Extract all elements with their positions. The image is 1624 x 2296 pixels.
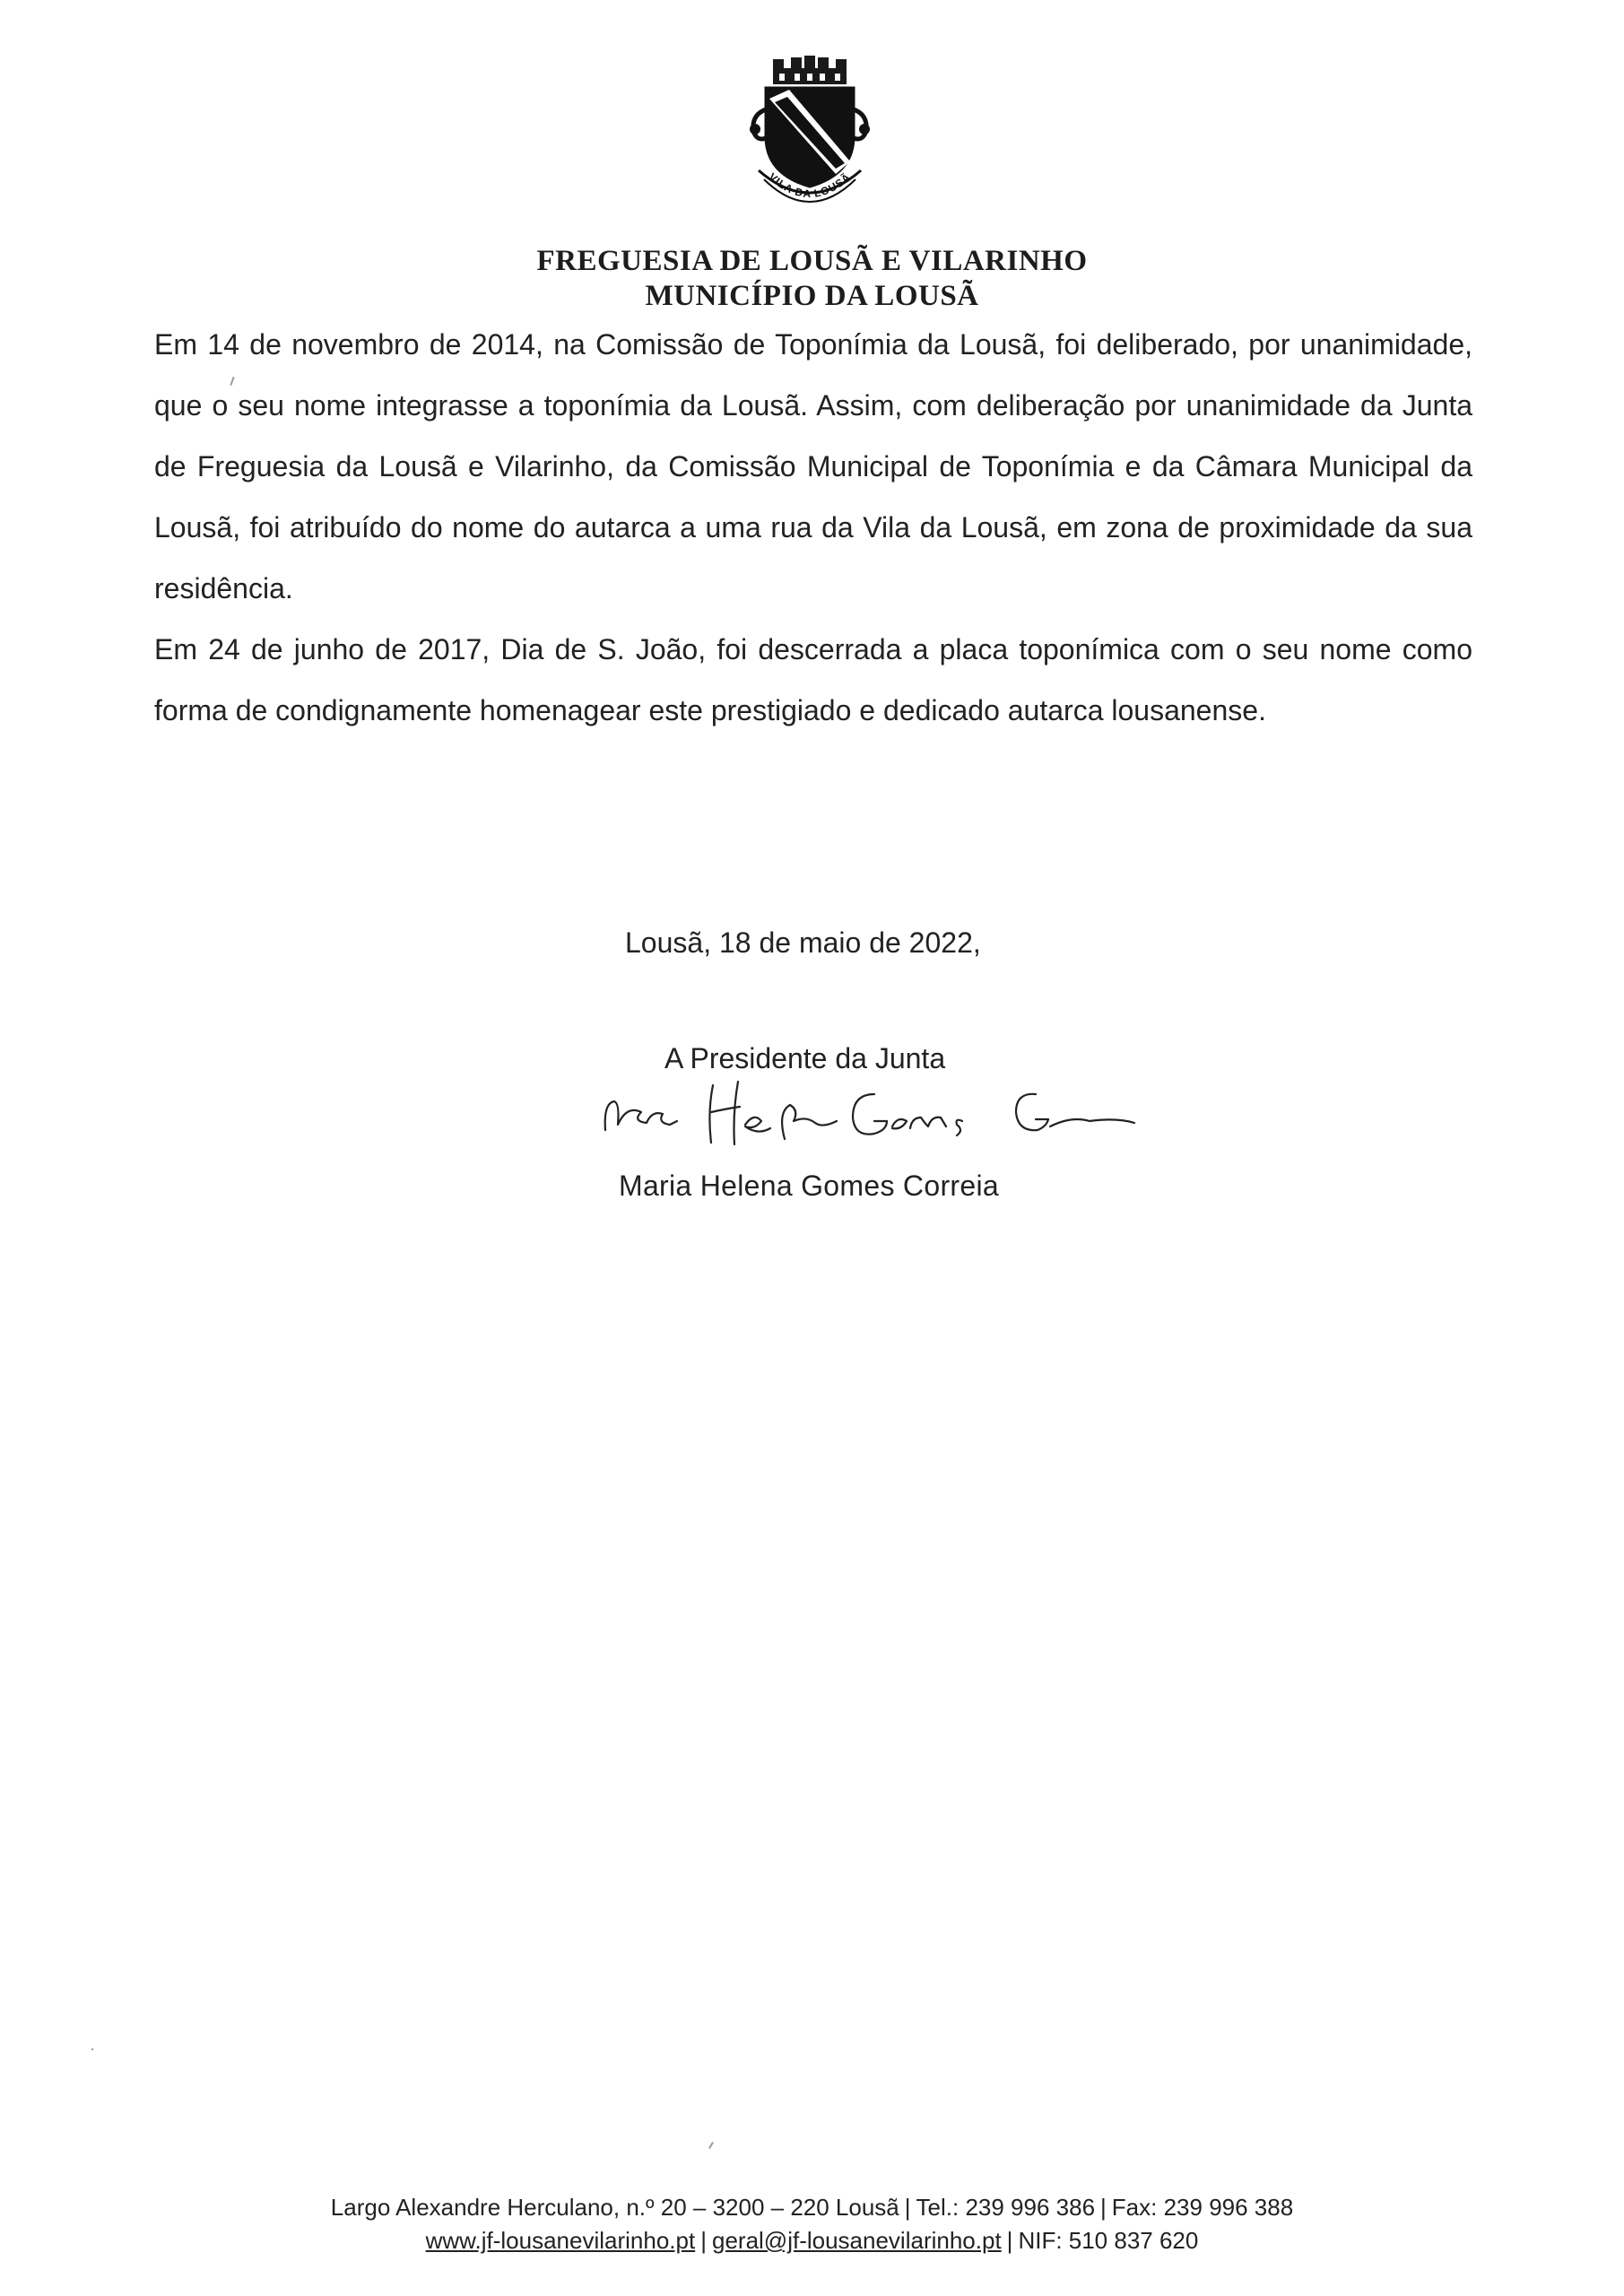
body-paragraph-2: Em 24 de junho de 2017, Dia de S. João, foi descerrada a placa toponímica com o seu nome como forma de condignamente homenagear este prestigiado e dedicado autarca lousanense. xyxy=(154,633,1472,726)
letter-body xyxy=(154,314,1472,741)
coat-of-arms-icon xyxy=(739,56,881,217)
date-line: Lousã, 18 de maio de 2022, xyxy=(625,926,981,959)
signatory-title: A Presidente da Junta xyxy=(664,1042,946,1074)
footer-website-link[interactable]: www.jf-lousanevilarinho.pt xyxy=(425,2227,696,2254)
crest-motto: VILA DA LOUSÃ xyxy=(766,170,854,201)
handwritten-signature xyxy=(587,1058,1197,1166)
header-municipality: MUNICÍPIO DA LOUSÃ xyxy=(645,280,979,312)
footer-contact-line: Largo Alexandre Herculano, n.º 20 – 3200 – 220 Lousã | Tel.: 239 996 386 | Fax: 239 996 388 xyxy=(330,2194,1294,2221)
signatory-name: Maria Helena Gomes Correia xyxy=(619,1170,999,1202)
header-parish-name: FREGUESIA DE LOUSÃ E VILARINHO xyxy=(536,245,1088,277)
footer-fax: Fax: 239 996 388 xyxy=(1111,2194,1294,2221)
footer-email-link[interactable]: geral@jf-lousanevilarinho.pt xyxy=(711,2227,1002,2254)
body-paragraph-1: Em 14 de novembro de 2014, na Comissão de Toponímia da Lousã, foi deliberado, por unanimidade, que o seu nome integrasse a toponímia da Lousã. Assim, com deliberação por unanimidade da Junta de Freguesia da Lousã e Vilarinho, da Comissão Municipal de Toponímia e da Câmara Municipal da Lousã, foi atribuído do nome do autarca a uma rua da Vila da Lousã, em zona de proximidade da sua residência. xyxy=(154,328,1472,604)
footer-web-line: www.jf-lousanevilarinho.pt | geral@jf-lousanevilarinho.pt | NIF: 510 837 620 xyxy=(425,2227,1199,2254)
footer-address: Largo Alexandre Herculano, n.º 20 – 3200 – 220 Lousã xyxy=(330,2194,899,2221)
scan-speck xyxy=(708,2142,714,2149)
footer-phone: Tel.: 239 996 386 xyxy=(916,2194,1096,2221)
scan-speck xyxy=(91,2048,93,2050)
footer-nif: NIF: 510 837 620 xyxy=(1018,2227,1199,2254)
